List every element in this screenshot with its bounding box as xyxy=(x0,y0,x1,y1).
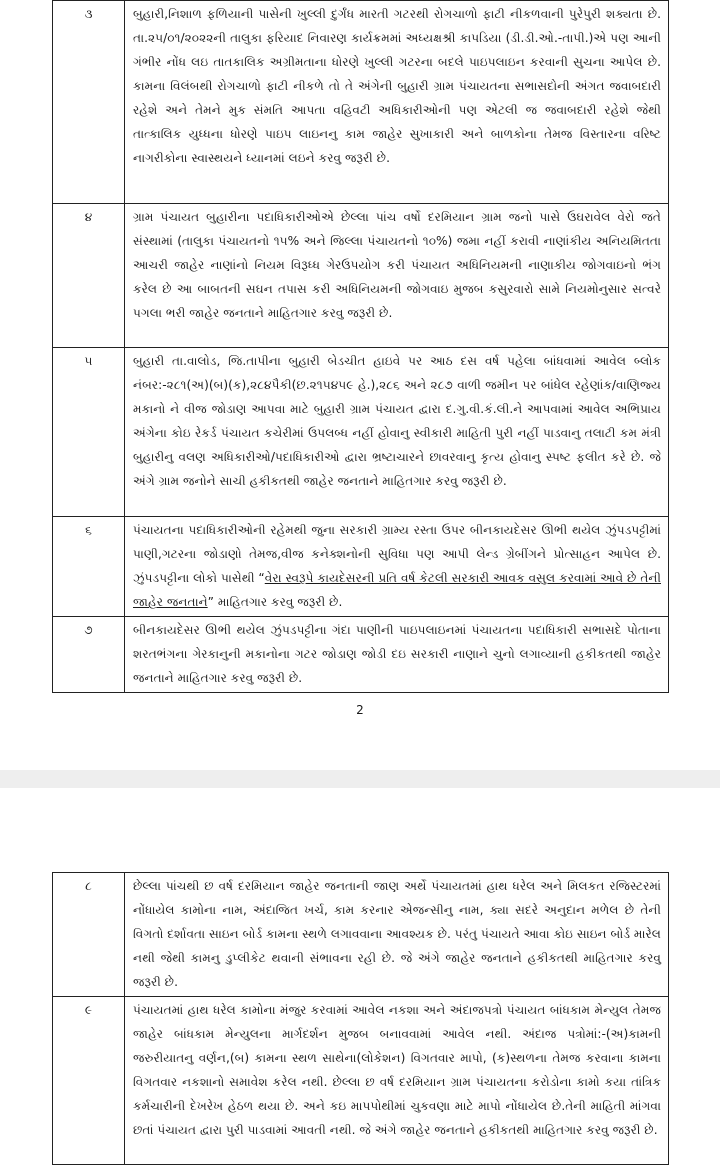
row-text-tail: ” માહિતગાર કરવુ જરૂરી છે. xyxy=(207,595,343,609)
row-text: બુહારી,નિશાળ ફળિયાની પાસેની ખુલ્લી દુર્ગંધ મારતી ગટરથી રોગચાળો ફાટી નીકળવાની પુરેપુરી શક્યતા છે. તા.૨૫/૦૧/૨૦૨૨ની તાલુકા ફરિયાદ નિવારણ કાર્યક્રમમાં અધ્યક્ષશ્રી કાપડિયા (ડી.ડી.ઓ.-તાપી.)એ પણ આની ગંભીર નોંધ લઇ તાતકાલિક અગ્રીમતાના ધોરણે ખુલ્લી ગટરના બદલે પાઇપલાઇન કરવાની સુચના આપેલ છે. કામના વિલંબથી રોગચાળો ફાટી નીકળે તો તે અંગેની બુહારી ગ્રામ પંચાયતના સભાસદોની અંગત જવાબદારી રહેશે અને તેમને મુક સંમતિ આપતા વહિવટી અધિકારીઓની પણ એટલી જ જવાબદારી રહેશે જેથી તાત્કાલિક યુધ્ધના ધોરણે પાઇપ લાઇનનુ કામ જાહેર સુખાકારી અને બાળકોના તેમજ વિસ્તારના વરિષ્ટ નાગરીકોના સ્વાસ્થયને ધ્યાનમાં લઇને કરવુ જરૂરી છે. xyxy=(125,1,669,204)
page-separator xyxy=(0,770,720,788)
row-text: બીનકાયદેસર ઊભી થયેલ ઝુંપડપટ્ટીના ગંદા પાણીની પાઇપલાઇનમાં પંચાયતના પદાધિકારી સભાસદે પોતાના શરતભંગના ગેરકાનુની મકાનોના ગટર જોડાણ જોડી દઇ સરકારી નાણાને ચુનો લગાવ્યાની હકીકતથી જાહેર જનતાને માહિતગાર કરવુ જરૂરી છે. xyxy=(125,617,669,693)
row-number: ૬ xyxy=(53,517,125,617)
table-row xyxy=(53,204,669,348)
table-row xyxy=(53,517,669,617)
row-text: પંચાયતમાં હાથ ધરેલ કામોના મંજુર કરવામાં આવેલ નકશા અને અંદાજપત્રો પંચાયત બાંધકામ મેન્યુલ તેમજ જાહેર બાંધકામ મેન્યુલના માર્ગદર્શન મુજબ બનાવવામાં આવેલ નથી. અંદાજ પત્રોમાં:-(અ)કામની જરુરીયાતનુ વર્ણન,(બ) કામના સ્થળ સાથેના(લોકેશન) વિગતવાર માપો, (ક)સ્થળના તેમજ કરવાના કામના વિગતવાર નકશાનો સમાવેશ કરેલ નથી. છેલ્લા છ વર્ષ દરમિયાન ગ્રામ પંચાયતના કરોડોના કામો કયા તાંત્રિક કર્મચારીની દેખરેખ હેઠળ થયા છે. અને કઇ માપપોથીમાં ચુકવણા માટે માપો નોંધાયેલ છે.તેની માહિતી માંગવા છતાં પંચાયત દ્વારા પુરી પાડવામાં આવતી નથી. જે અંગે જાહેર જનતાને હકીકતથી માહિતગાર કરવુ જરૂરી છે. xyxy=(125,997,669,1165)
row-number: ૩ xyxy=(53,1,125,204)
row-number: ૯ xyxy=(53,997,125,1165)
table-row xyxy=(53,617,669,693)
table-row xyxy=(53,1,669,204)
document-page-2 xyxy=(0,788,720,1164)
row-number: ૫ xyxy=(53,348,125,517)
table-row xyxy=(53,873,669,997)
table-row xyxy=(53,348,669,517)
complaint-table-page-1 xyxy=(52,0,669,693)
page-number: 2 xyxy=(356,703,364,717)
table-row xyxy=(53,997,669,1165)
row-text-underlined: વેરા સ્વરૂપે કાયદેસરની પ્રતિ વર્ષ કેટલી સરકારી આવક વસુલ કરવામાં આવે છે તેની જાહેર જનતાને xyxy=(133,571,661,609)
row-number: ૭ xyxy=(53,617,125,693)
complaint-table-page-2 xyxy=(52,872,669,1165)
row-text: છેલ્લા પાંચથી છ વર્ષ દરમિયાન જાહેર જનતાની જાણ અર્થે પંચાયતમાં હાથ ધરેલ અને મિલકત રજિસ્ટરમાં નોંધાયેલ કામોના નામ, અંદાજિત ખર્ચ, કામ કરનાર એજન્સીનુ નામ, ક્યા સદરે અનુદાન મળેલ છે તેની વિગતો દર્શાવતા સાઇન બોર્ડ કામના સ્થળે લગાવવાના આવશ્યક છે. પરંતુ પંચાયતે આવા કોઇ સાઇન બોર્ડ મારેલ નથી જેથી કામનુ ડુપ્લીકેટ થવાની સંભાવના રહી છે. જે અંગે જાહેર જનતાને હકીકતથી માહિતગાર કરવુ જરૂરી છે. xyxy=(125,873,669,997)
row-number: ૪ xyxy=(53,204,125,348)
row-text: ગ્રામ પંચાયત બુહારીના પદાધિકારીઓએ છેલ્લા પાંચ વર્ષો દરમિયાન ગ્રામ જનો પાસે ઉઘરાવેલ વેરો જતે સંસ્થામાં (તાલુકા પંચાયતનો ૧૫% અને જિલ્લા પંચાયતનો ૧૦%) જમા નહીં કરાવી નાણાંકીય અનિયમિતતા આચરી જાહેર નાણાંનો નિયમ વિરૂધ્ધ ગેરઉપયોગ કરી પંચાયત અધિનિયમની નાણાકીય જોગવાઇનો ભંગ કરેલ છે આ બાબતની સઘન તપાસ કરી અધિનિયમની જોગવાઇ મુજબ કસુરવારો સામે નિયમોનુસાર સત્વરે પગલા ભરી જાહેર જનતાને માહિતગાર કરવુ જરૂરી છે. xyxy=(125,204,669,348)
row-text xyxy=(125,517,669,617)
row-text: બુહારી તા.વાલોડ, જિ.તાપીના બુહારી બેડચીત હાઇવે પર આઠ દસ વર્ષ પહેલા બાંધવામાં આવેલ બ્લોક નંબર:-૨૮૧(અ)(બ)(ક),૨૮૪પૈકી(છ.૨૧૫૪૫૯ હે.),૨૮૬ અને ૨૮૭ વાળી જમીન પર બાંધેલ રહેણાંક/વાણિજ્ય મકાનો ને વીજ જોડાણ આપવા માટે બુહારી ગ્રામ પંચાયત દ્વારા દ.ગુ.વી.કં.લી.ને આપવામાં આવેલ અભિપ્રાય અંગેના કોઇ રેકર્ડ પંચાયત કચેરીમાં ઉપલબ્ધ નહીં હોવાનુ સ્વીકારી માહિતી પુરી નહીં પાડવાનુ તલાટી કમ મંત્રી બુહારીનુ વલણ અધિકારીઓ/પદાધિકારીઓ દ્વારા ભ્રષ્ટાચારને છાવરવાનુ કૃત્ય હોવાનુ સ્પષ્ટ ફલીત કરે છે. જે અંગે ગ્રામ જનોને સાચી હકીકતથી જાહેર જનતાને માહિતગાર કરવુ જરૂરી છે. xyxy=(125,348,669,517)
row-text-lead: પંચાયતના પદાધિકારીઓની રહેમથી જુના સરકારી ગ્રામ્ય રસ્તા ઉપર બીનકાયદેસર ઊભી થયેલ ઝુંપડપટ્ટીમાં પાણી,ગટરના જોડાણો તેમજ,વીજ કનેક્શનોની સુવિધા પણ આપી લેન્ડ ગ્રેબીંગને પ્રોત્સાહન આપેલ છે. ઝુંપડપટ્ટીના લોકો પાસેથી “ xyxy=(133,523,661,585)
row-number: ૮ xyxy=(53,873,125,997)
